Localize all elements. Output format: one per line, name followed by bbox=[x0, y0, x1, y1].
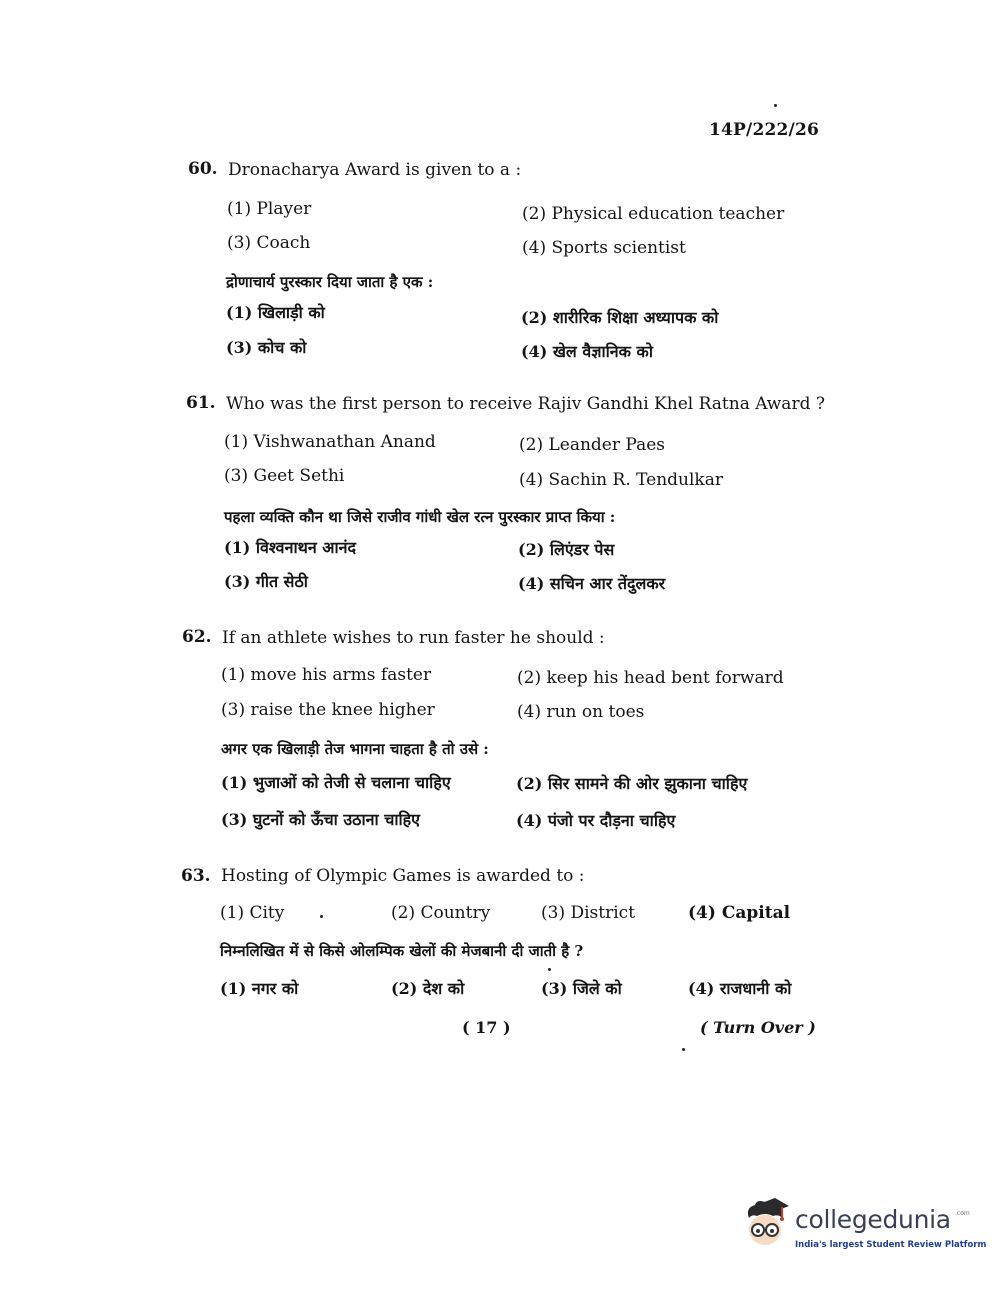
option-4-en: (4) Sachin R. Tendulkar bbox=[519, 470, 723, 490]
option-2-hi: (2) सिर सामने की ओर झुकाना चाहिए bbox=[516, 774, 748, 793]
mascot-icon bbox=[735, 1196, 793, 1258]
option-2-hi: (2) देश को bbox=[391, 979, 465, 998]
question-text-hi: अगर एक खिलाड़ी तेज भागना चाहता है तो उसे : bbox=[221, 740, 489, 758]
option-1-en: (1) Player bbox=[227, 199, 312, 219]
option-4-hi: (4) सचिन आर तेंदुलकर bbox=[518, 574, 666, 593]
option-3-hi: (3) गीत सेठी bbox=[224, 572, 308, 591]
scan-speck bbox=[548, 968, 551, 971]
question-text-en: Hosting of Olympic Games is awarded to : bbox=[221, 866, 585, 886]
paper-code: 14P/222/26 bbox=[709, 120, 820, 140]
question-text-hi: निम्नलिखित में से किसे ओलम्पिक खेलों की मेजबानी दी जाती है ? bbox=[220, 942, 584, 960]
option-4-hi: (4) खेल वैज्ञानिक को bbox=[521, 342, 653, 361]
question-text-hi: पहला व्यक्ति कौन था जिसे राजीव गांधी खेल रत्न पुरस्कार प्राप्त किया : bbox=[224, 508, 616, 526]
question-text-hi: द्रोणाचार्य पुरस्कार दिया जाता है एक : bbox=[226, 273, 434, 291]
option-2-en: (2) Physical education teacher bbox=[522, 204, 785, 224]
question-number: 60. bbox=[188, 159, 218, 179]
option-4-hi: (4) राजधानी को bbox=[688, 979, 792, 998]
question-text-en: Who was the first person to receive Rajiv Gandhi Khel Ratna Award ? bbox=[226, 394, 825, 414]
question-text-en: If an athlete wishes to run faster he should : bbox=[222, 628, 605, 648]
logo-wordmark: collegedunia bbox=[795, 1205, 951, 1234]
question-number: 63. bbox=[181, 866, 211, 886]
option-1-en: (1) move his arms faster bbox=[221, 665, 432, 685]
question-number: 62. bbox=[182, 627, 212, 647]
option-3-hi: (3) जिले को bbox=[541, 979, 622, 998]
turn-over-label: ( Turn Over ) bbox=[700, 1018, 816, 1037]
question-number: 61. bbox=[186, 393, 216, 413]
question-text-en: Dronacharya Award is given to a : bbox=[228, 160, 522, 180]
option-2-en: (2) Leander Paes bbox=[519, 435, 665, 455]
logo-suffix: .com bbox=[955, 1210, 970, 1217]
option-3-hi: (3) घुटनों को ऊँचा उठाना चाहिए bbox=[221, 810, 420, 829]
option-3-en: (3) District bbox=[541, 903, 636, 923]
collegedunia-logo bbox=[735, 1196, 987, 1266]
scan-speck bbox=[320, 915, 323, 918]
option-2-hi: (2) शारीरिक शिक्षा अध्यापक को bbox=[521, 308, 719, 327]
option-2-en: (2) Country bbox=[391, 903, 491, 923]
option-4-en: (4) Capital bbox=[688, 903, 791, 923]
option-1-hi: (1) विश्वनाथन आनंद bbox=[224, 538, 357, 557]
option-2-en: (2) keep his head bent forward bbox=[517, 668, 784, 688]
option-1-hi: (1) नगर को bbox=[220, 979, 299, 998]
option-4-en: (4) Sports scientist bbox=[522, 238, 686, 258]
option-1-en: (1) City bbox=[220, 903, 285, 923]
scan-speck bbox=[774, 104, 777, 107]
option-1-en: (1) Vishwanathan Anand bbox=[224, 432, 436, 452]
logo-tagline: India's largest Student Review Platform bbox=[795, 1240, 987, 1250]
option-4-hi: (4) पंजो पर दौड़ना चाहिए bbox=[516, 811, 676, 830]
scan-speck bbox=[682, 1048, 685, 1051]
option-3-en: (3) Coach bbox=[227, 233, 311, 253]
option-1-hi: (1) भुजाओं को तेजी से चलाना चाहिए bbox=[221, 773, 451, 792]
page-number: ( 17 ) bbox=[462, 1018, 511, 1037]
option-3-en: (3) Geet Sethi bbox=[224, 466, 345, 486]
option-4-en: (4) run on toes bbox=[517, 702, 645, 722]
option-1-hi: (1) खिलाड़ी को bbox=[226, 303, 325, 322]
option-3-hi: (3) कोच को bbox=[226, 338, 307, 357]
option-3-en: (3) raise the knee higher bbox=[221, 700, 435, 720]
option-2-hi: (2) लिएंडर पेस bbox=[518, 540, 615, 559]
